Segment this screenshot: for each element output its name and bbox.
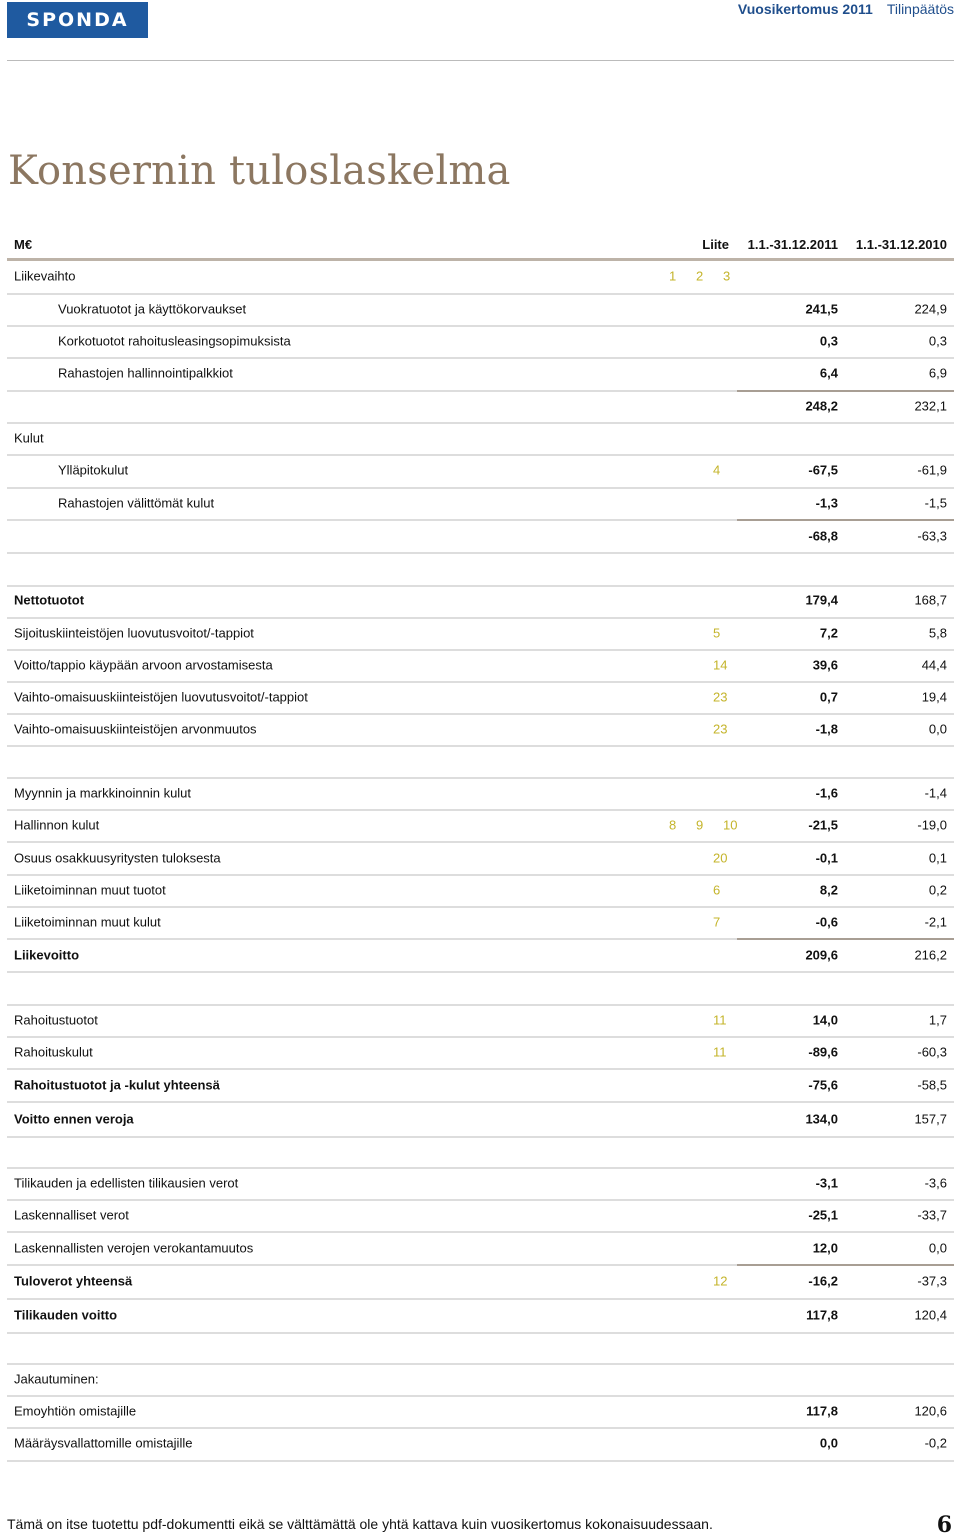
row-label: Liiketoiminnan muut tuotot (14, 882, 166, 898)
note-reference: 9 (696, 817, 704, 833)
row-divider (7, 906, 954, 908)
value-2010: 157,7 (914, 1111, 947, 1127)
row-divider (7, 585, 954, 587)
row-divider (7, 681, 954, 683)
value-2010: 232,1 (914, 398, 947, 414)
table-row (7, 1234, 954, 1262)
row-divider (7, 325, 954, 327)
row-divider (7, 1101, 954, 1103)
row-divider (7, 1004, 954, 1006)
value-2011: -1,8 (815, 721, 838, 737)
row-divider (7, 519, 737, 521)
table-row (7, 327, 954, 355)
period-2010-header: 1.1.-31.12.2010 (855, 237, 947, 252)
table-row (7, 811, 954, 839)
row-divider (7, 841, 954, 843)
table-row (7, 779, 954, 807)
value-2010: -60,3 (917, 1044, 947, 1060)
row-label: Rahoitustuotot ja -kulut yhteensä (14, 1077, 220, 1093)
value-2011: 6,4 (819, 365, 838, 381)
row-divider (7, 1231, 954, 1233)
row-divider (7, 454, 954, 456)
value-2010: -58,5 (917, 1077, 947, 1093)
row-divider (7, 713, 954, 715)
row-label: Kulut (14, 430, 44, 446)
value-2011: -1,6 (815, 785, 838, 801)
row-label: Sijoituskiinteistöjen luovutusvoitot/-tappiot (14, 625, 254, 641)
header-meta (738, 0, 954, 18)
note-header: Liite (702, 237, 729, 252)
row-divider (7, 1167, 954, 1169)
value-2011: -25,1 (808, 1207, 838, 1223)
row-label: Laskennalliset verot (14, 1207, 129, 1223)
value-2010: 168,7 (914, 592, 947, 608)
value-2011: 248,2 (805, 398, 838, 414)
value-2011: 0,3 (819, 333, 838, 349)
note-reference: 10 (723, 817, 738, 833)
note-reference: 12 (713, 1273, 728, 1289)
value-2010: 0,0 (928, 1240, 947, 1256)
row-divider (7, 874, 954, 876)
value-2011: 7,2 (819, 625, 838, 641)
value-2010: -33,7 (917, 1207, 947, 1223)
note-reference: 2 (696, 268, 704, 284)
note-reference: 4 (713, 462, 721, 478)
table-row (7, 1397, 954, 1425)
value-2010: 120,4 (914, 1307, 947, 1323)
value-2010: 0,1 (928, 850, 947, 866)
row-divider (7, 1036, 954, 1038)
value-2011: -68,8 (808, 528, 838, 544)
note-reference: 5 (713, 625, 721, 641)
sponda-logo: SPONDA (7, 2, 148, 38)
report-title: Vuosikertomus 2011 (737, 1, 873, 17)
row-divider (7, 809, 954, 811)
row-label: Voitto ennen veroja (14, 1111, 134, 1127)
page-number: 6 (936, 1512, 952, 1538)
row-label: Vuokratuotot ja käyttökorvaukset (58, 301, 247, 317)
value-2010: 44,4 (921, 657, 947, 673)
row-divider (7, 422, 954, 424)
row-divider (7, 1199, 954, 1201)
row-divider (7, 971, 954, 973)
value-2010: -2,1 (924, 914, 947, 930)
row-divider (7, 649, 954, 651)
row-label: Jakautuminen: (14, 1371, 99, 1387)
row-label: Hallinnon kulut (14, 817, 100, 833)
subtotal-rule (737, 390, 954, 392)
row-label: Ylläpitokulut (58, 462, 129, 478)
value-2011: -0,1 (815, 850, 838, 866)
row-divider (7, 777, 954, 779)
value-2011: 117,8 (806, 1403, 838, 1419)
table-header-rule (7, 258, 954, 261)
note-reference: 6 (713, 882, 721, 898)
note-reference: 11 (713, 1044, 727, 1060)
row-divider (7, 745, 954, 747)
value-2010: 0,0 (928, 721, 947, 737)
note-reference: 1 (669, 268, 677, 284)
row-divider (7, 1427, 954, 1429)
table-row (7, 941, 954, 969)
value-2011: 134,0 (805, 1111, 838, 1127)
table-row (7, 295, 954, 323)
value-2011: 209,6 (805, 947, 838, 963)
table-row (7, 392, 954, 420)
value-2011: 14,0 (812, 1012, 838, 1028)
row-divider (7, 552, 954, 554)
note-reference: 23 (713, 721, 728, 737)
unit-header: M€ (14, 237, 33, 252)
table-row (7, 715, 954, 743)
row-divider (7, 1298, 954, 1300)
row-label: Vaihto-omaisuuskiinteistöjen luovutusvoitot/-tappiot (14, 689, 308, 705)
value-2010: 120,6 (914, 1403, 947, 1419)
row-label: Korkotuotot rahoitusleasingsopimuksista (58, 333, 291, 349)
table-row (7, 1267, 954, 1295)
row-divider (7, 390, 737, 392)
note-reference: 14 (713, 657, 728, 673)
section-name: Tilinpäätös (886, 1, 954, 17)
note-reference: 23 (713, 689, 728, 705)
note-reference: 7 (713, 914, 721, 930)
table-row (7, 489, 954, 517)
footer-disclaimer: Tämä on itse tuotettu pdf-dokumentti eikä se välttämättä ole yhtä kattava kuin vuosikertomus kokonaisuudessaan. (7, 1516, 713, 1532)
table-row (7, 1429, 954, 1457)
row-label: Tilikauden ja edellisten tilikausien verot (14, 1175, 239, 1191)
row-divider (7, 1264, 737, 1266)
table-row (7, 262, 954, 290)
value-2010: -1,5 (924, 495, 947, 511)
table-row (7, 844, 954, 872)
row-divider (7, 357, 954, 359)
value-2010: 0,3 (928, 333, 947, 349)
row-label: Liikevaihto (14, 268, 76, 284)
page-title: Konsernin tuloslaskelma (8, 148, 511, 194)
note-reference: 11 (713, 1012, 727, 1028)
value-2011: -0,6 (815, 914, 838, 930)
value-2010: 216,2 (914, 947, 947, 963)
value-2011: 0,0 (819, 1435, 838, 1451)
row-divider (7, 1136, 954, 1138)
value-2011: -89,6 (808, 1044, 838, 1060)
table-row (7, 586, 954, 614)
table-row (7, 619, 954, 647)
row-divider (7, 938, 737, 940)
value-2010: 6,9 (928, 365, 947, 381)
page-header (0, 0, 960, 62)
row-label: Tuloverot yhteensä (14, 1273, 133, 1289)
table-row (7, 1365, 954, 1393)
row-label: Tilikauden voitto (14, 1307, 118, 1323)
row-label: Voitto/tappio käypään arvoon arvostamisesta (14, 657, 273, 673)
table-row (7, 1006, 954, 1034)
row-divider (7, 1332, 954, 1334)
value-2010: 224,9 (914, 301, 947, 317)
subtotal-rule (737, 519, 954, 521)
value-2011: 117,8 (806, 1307, 838, 1323)
value-2010: -0,2 (924, 1435, 947, 1451)
row-label: Nettotuotot (14, 592, 85, 608)
row-divider (7, 293, 954, 295)
value-2011: -16,2 (808, 1273, 838, 1289)
row-label: Määräysvallattomille omistajille (14, 1435, 193, 1451)
table-row (7, 1038, 954, 1066)
value-2011: -75,6 (808, 1077, 838, 1093)
table-row (7, 651, 954, 679)
table-header (7, 230, 954, 258)
value-2010: 19,4 (921, 689, 947, 705)
table-row (7, 1301, 954, 1329)
row-label: Rahastojen hallinnointipalkkiot (58, 365, 233, 381)
row-divider (7, 1068, 954, 1070)
table-row (7, 1071, 954, 1099)
value-2011: 8,2 (819, 882, 838, 898)
value-2010: -3,6 (924, 1175, 947, 1191)
value-2011: -3,1 (815, 1175, 838, 1191)
header-divider (7, 60, 954, 61)
value-2010: -1,4 (924, 785, 947, 801)
table-row (7, 1201, 954, 1229)
row-label: Liikevoitto (14, 947, 80, 963)
note-reference: 8 (669, 817, 677, 833)
value-2011: -1,3 (815, 495, 838, 511)
subtotal-rule (737, 1264, 954, 1266)
row-divider (7, 617, 954, 619)
value-2010: -37,3 (917, 1273, 947, 1289)
value-2011: -67,5 (808, 462, 838, 478)
value-2011: -21,5 (808, 817, 838, 833)
value-2010: -63,3 (917, 528, 947, 544)
value-2010: 0,2 (928, 882, 947, 898)
value-2011: 12,0 (812, 1240, 838, 1256)
row-divider (7, 1395, 954, 1397)
table-row (7, 1169, 954, 1197)
value-2011: 0,7 (819, 689, 838, 705)
value-2010: -61,9 (917, 462, 947, 478)
table-row (7, 683, 954, 711)
row-label: Osuus osakkuusyritysten tuloksesta (14, 850, 221, 866)
value-2010: 1,7 (928, 1012, 947, 1028)
row-label: Rahoituskulut (14, 1044, 93, 1060)
value-2010: -19,0 (917, 817, 947, 833)
row-label: Laskennallisten verojen verokantamuutos (14, 1240, 254, 1256)
period-2011-header: 1.1.-31.12.2011 (747, 237, 838, 252)
table-row (7, 456, 954, 484)
value-2010: 5,8 (928, 625, 947, 641)
note-reference: 20 (713, 850, 728, 866)
row-label: Liiketoiminnan muut kulut (14, 914, 161, 930)
value-2011: 39,6 (812, 657, 838, 673)
row-label: Emoyhtiön omistajille (14, 1403, 137, 1419)
value-2011: 241,5 (805, 301, 838, 317)
table-row (7, 359, 954, 387)
subtotal-rule (737, 938, 954, 940)
row-divider (7, 1363, 954, 1365)
row-label: Rahastojen välittömät kulut (58, 495, 215, 511)
row-label: Rahoitustuotot (14, 1012, 98, 1028)
row-divider (7, 487, 954, 489)
row-divider (7, 1460, 954, 1462)
table-row (7, 522, 954, 550)
value-2011: 179,4 (805, 592, 838, 608)
table-row (7, 1105, 954, 1133)
note-reference: 3 (723, 268, 731, 284)
row-label: Myynnin ja markkinoinnin kulut (14, 785, 192, 801)
row-label: Vaihto-omaisuuskiinteistöjen arvonmuutos (14, 721, 257, 737)
table-row (7, 876, 954, 904)
table-row (7, 424, 954, 452)
table-row (7, 908, 954, 936)
